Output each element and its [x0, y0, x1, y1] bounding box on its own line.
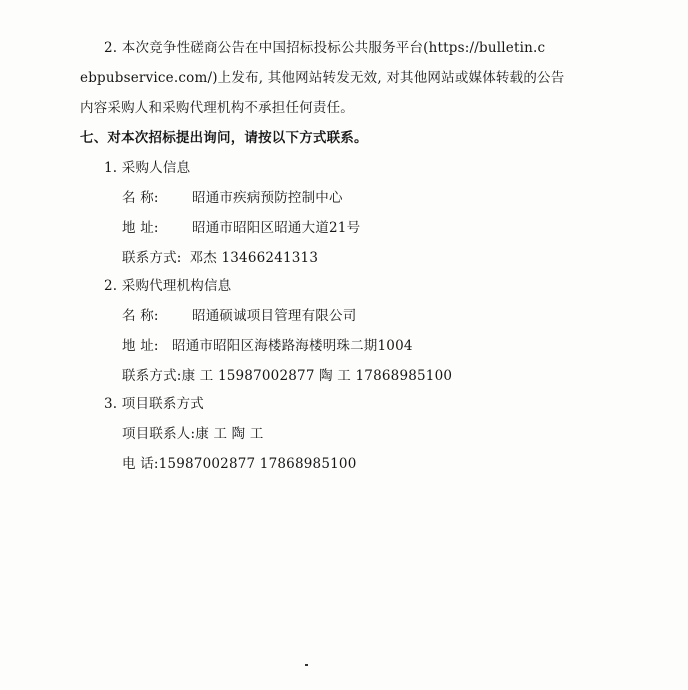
buyer-contact-label: 联系方式: [122, 250, 182, 266]
agency-address-label: 地 址: [122, 338, 159, 354]
buyer-address-value: 昭通市昭阳区昭通大道21号 [192, 220, 361, 236]
agency-name-value: 昭通硕诚项目管理有限公司 [192, 308, 357, 324]
project-person-row [122, 424, 264, 444]
buyer-heading: 1. 采购人信息 [104, 160, 191, 176]
project-person-value: 康 工 陶 工 [195, 426, 264, 442]
agency-address-row [122, 336, 413, 356]
section7-title: 七、对本次招标提出询问，请按以下方式联系。 [80, 130, 368, 146]
project-phone-label: 电 话: [122, 456, 159, 472]
buyer-address-row [122, 218, 360, 238]
agency-contact-label: 联系方式: [122, 368, 182, 384]
agency-contact-value: 康 工 15987002877 陶 工 17868985100 [181, 368, 453, 384]
notice-para2-line2: ebpubservice.com/)上发布, 其他网站转发无效, 对其他网站或媒体转载的公告 [80, 70, 565, 86]
project-phone-value: 15987002877 17868985100 [158, 456, 357, 472]
notice-para2-line1: 2. 本次竞争性磋商公告在中国招标投标公共服务平台(https://bulletin.c [104, 40, 546, 56]
scan-speck [305, 664, 308, 666]
buyer-name-row [122, 188, 343, 208]
agency-contact-row [122, 366, 452, 386]
buyer-name-value: 昭通市疾病预防控制中心 [192, 190, 343, 206]
agency-name-row [122, 306, 356, 326]
project-person-label: 项目联系人: [122, 426, 196, 442]
buyer-address-label: 地 址: [122, 220, 159, 236]
buyer-contact-row [122, 248, 318, 268]
project-heading: 3. 项目联系方式 [104, 396, 204, 412]
buyer-name-label: 名 称: [122, 190, 159, 206]
project-phone-row [122, 454, 357, 474]
agency-heading: 2. 采购代理机构信息 [104, 278, 232, 294]
buyer-contact-value: 邓杰 13466241313 [189, 250, 319, 266]
agency-name-label: 名 称: [122, 308, 159, 324]
agency-address-value: 昭通市昭阳区海楼路海楼明珠二期1004 [172, 338, 413, 354]
notice-para2-line3: 内容采购人和采购代理机构不承担任何责任。 [80, 100, 354, 116]
